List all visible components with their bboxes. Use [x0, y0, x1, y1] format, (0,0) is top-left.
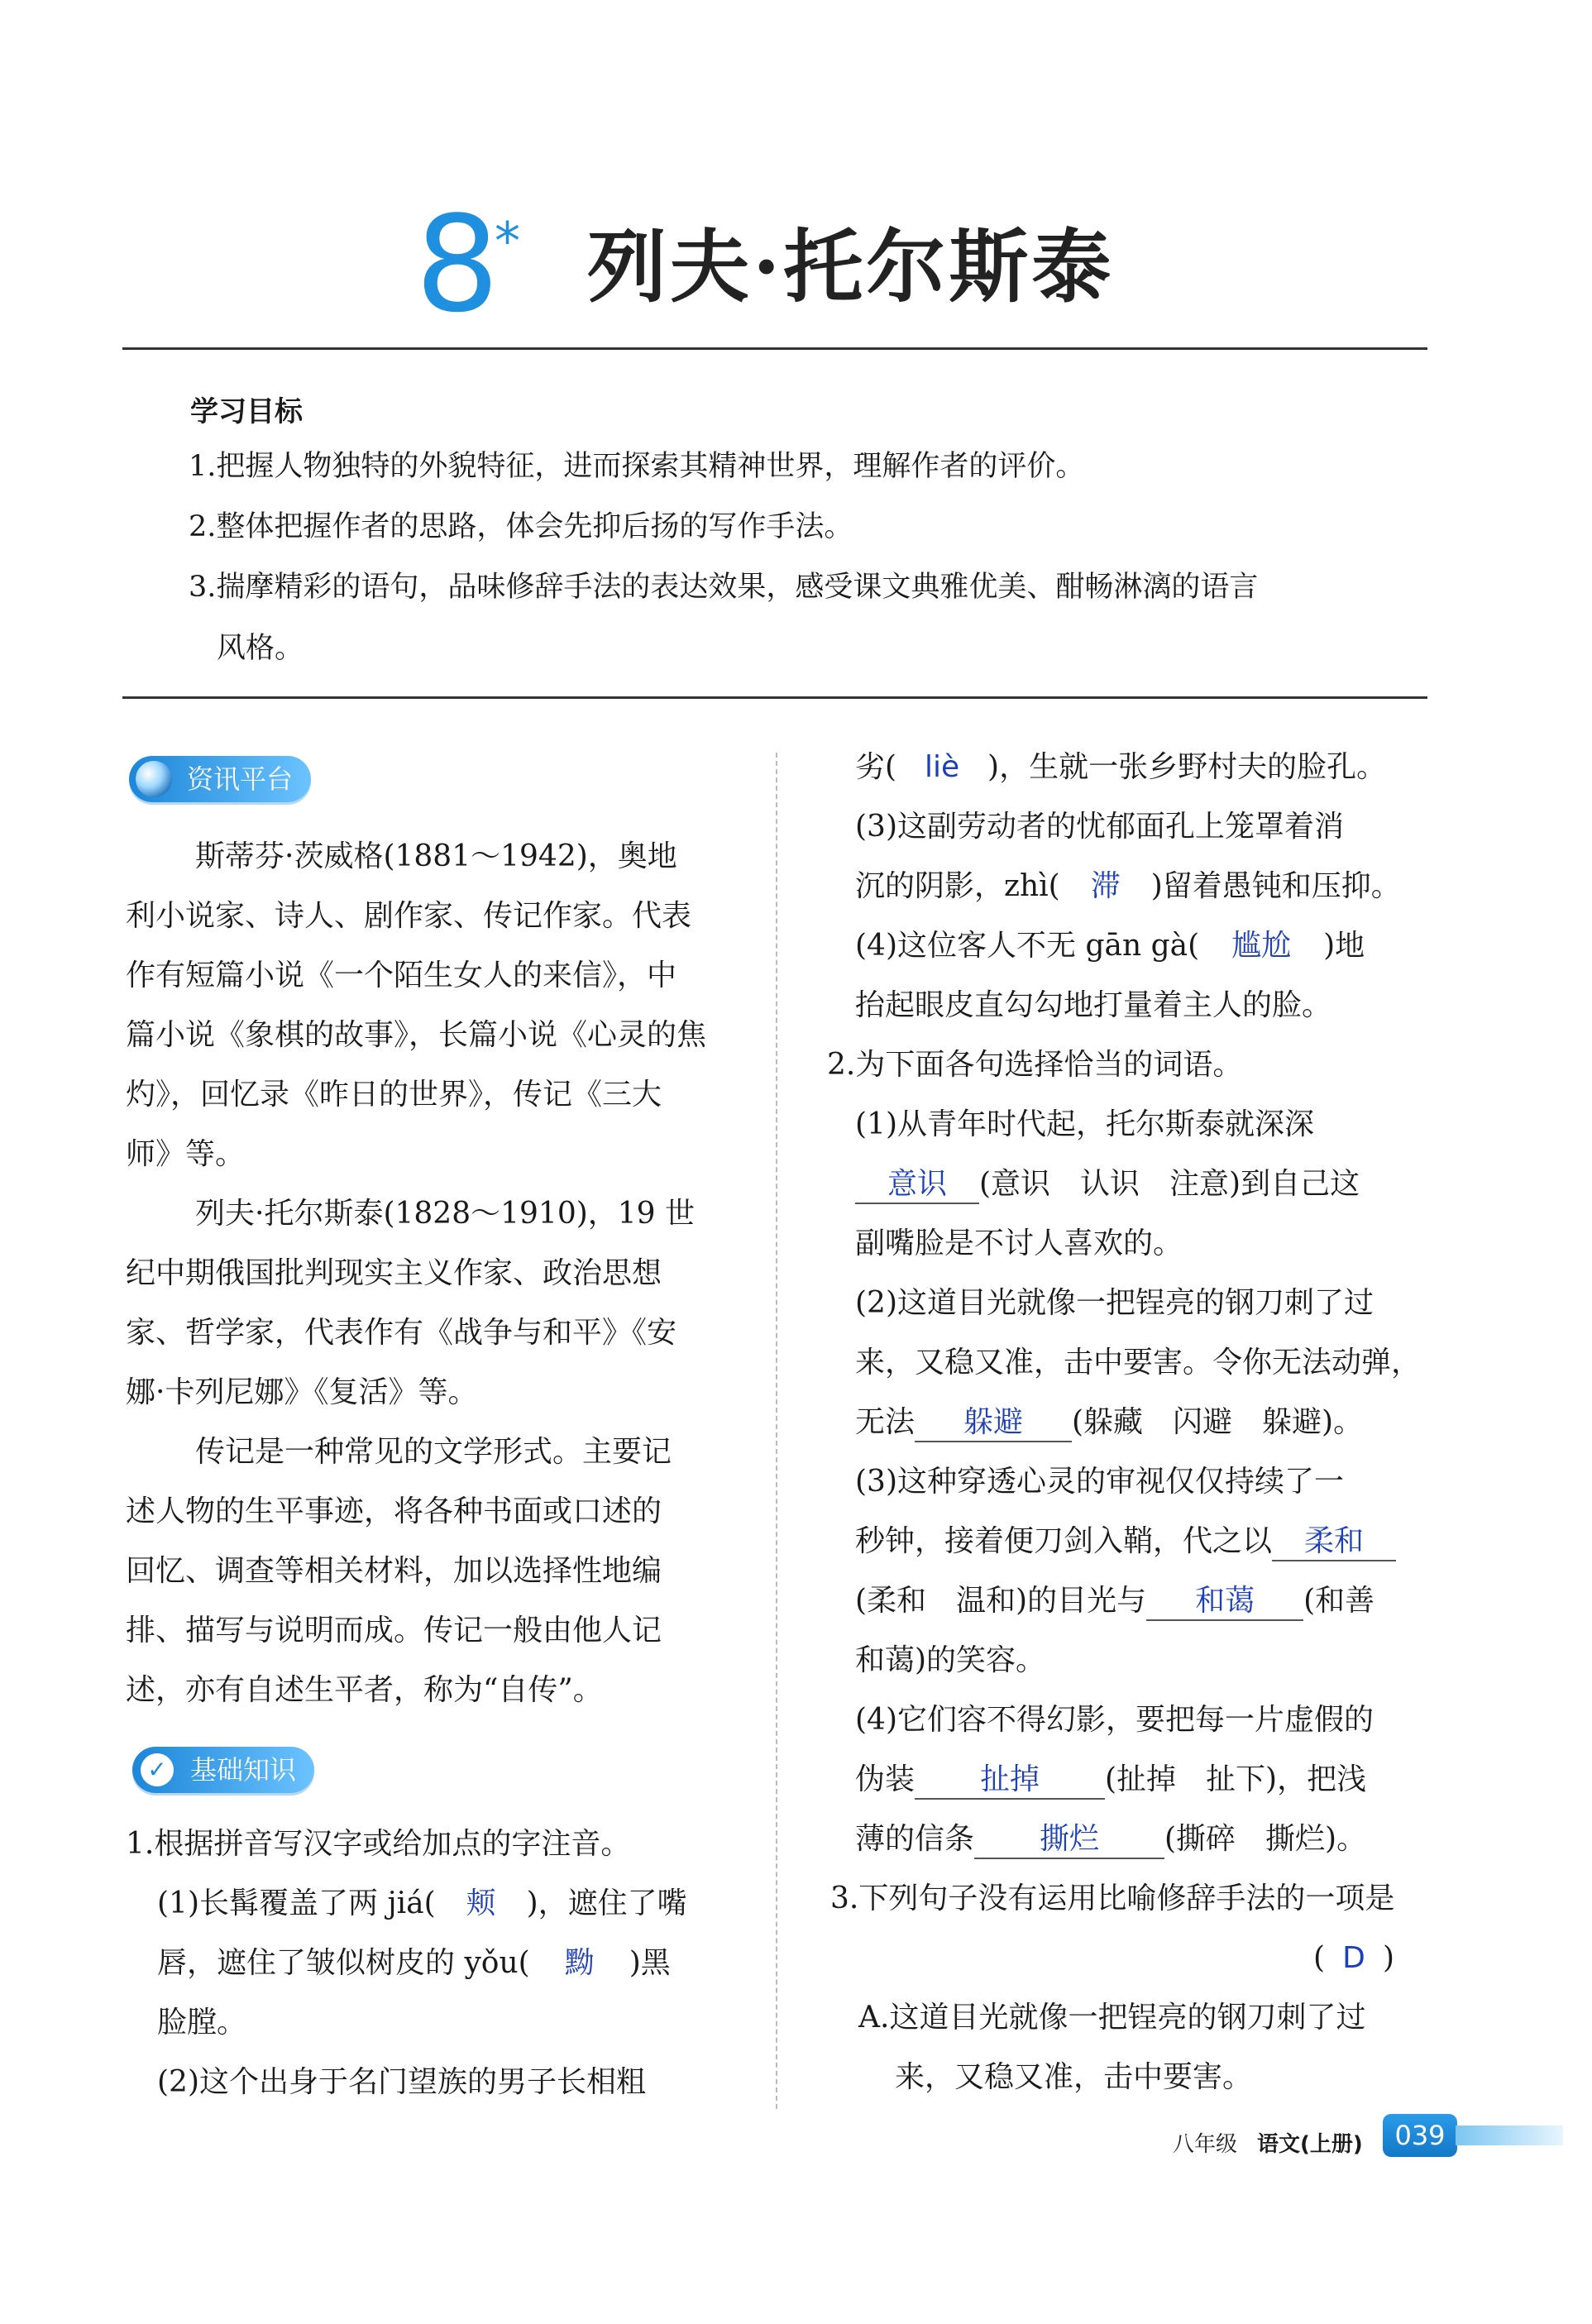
q2-item-4-cont: 伪装 扯掉 (扯掉 扯下)，把浅: [855, 1760, 1366, 1800]
q1-item-1: (1)长髯覆盖了两 jiá( 颊 )，遮住了嘴: [157, 1884, 687, 1924]
info-line: 述，亦有自述生平者，称为“自传”。: [126, 1673, 603, 1707]
answer-blank-rouhe[interactable]: 柔和: [1272, 1522, 1396, 1561]
info-line: 师》等。: [126, 1137, 246, 1171]
page-number: 039: [1383, 2114, 1457, 2157]
info-line: 排、描写与说明而成。传记一般由他人记: [126, 1614, 662, 1647]
objective-item: 3.揣摩精彩的语句，品味修辞手法的表达效果，感受课文典雅优美、酣畅淋漓的语言: [189, 571, 1259, 604]
q2-item-1: (1)从青年时代起，托尔斯泰就深深: [855, 1107, 1314, 1141]
leaf-icon: ✓: [141, 1753, 174, 1786]
answer-blank-duobi[interactable]: 躲避: [915, 1403, 1072, 1442]
info-line: 篇小说《象棋的故事》，长篇小说《心灵的焦: [126, 1018, 707, 1052]
basics-badge-label: 基础知识: [190, 1754, 297, 1786]
footer-grade: 八年级: [1173, 2132, 1238, 2157]
q2-item-1-end: 副嘴脸是不讨人喜欢的。: [855, 1227, 1183, 1260]
objective-item-cont: 风格。: [217, 632, 304, 665]
globe-icon: [136, 761, 172, 797]
q2-item-2-cont: 来，又稳又准，击中要害。令你无法动弹，: [855, 1346, 1422, 1380]
q2-item-3-end: 和蔼)的笑容。: [855, 1643, 1046, 1677]
lesson-title: 列夫·托尔斯泰: [587, 220, 1115, 313]
info-line: 传记是一种常见的文学形式。主要记: [195, 1435, 672, 1469]
footer-accent-bar: [1456, 2126, 1563, 2145]
objective-item: 1.把握人物独特的外貌特征，进而探索其精神世界，理解作者的评价。: [189, 450, 1085, 483]
q2-item-3-cont: 秒钟，接着便刀剑入鞘，代之以 柔和: [855, 1522, 1396, 1561]
answer-lie: liè: [924, 750, 960, 784]
answer-ganga: 尴尬: [1231, 929, 1292, 963]
answer-jia: 颊: [466, 1886, 496, 1920]
answer-you: 黝: [564, 1946, 595, 1980]
answer-blank-heai[interactable]: 和蔼: [1146, 1581, 1303, 1621]
q2-item-4-end: 薄的信条 撕烂 (撕碎 撕烂)。: [855, 1820, 1366, 1859]
basics-badge: [132, 1747, 314, 1793]
question-1-stem: 1.根据拼音写汉字或给加点的字注音。: [126, 1827, 631, 1861]
answer-blank-chediao[interactable]: 扯掉: [915, 1760, 1105, 1800]
divider-top: [122, 347, 1427, 350]
column-divider: [776, 753, 777, 2109]
q3-answer: D: [1342, 1941, 1365, 1975]
q2-item-4: (4)它们容不得幻影，要把每一片虚假的: [855, 1703, 1374, 1737]
q1-item-1-end: 脸膛。: [157, 2006, 247, 2039]
q2-item-3-mid: (柔和 温和)的目光与 和蔼 (和善: [855, 1581, 1374, 1621]
q2-item-3: (3)这种穿透心灵的审视仅仅持续了一: [855, 1465, 1344, 1499]
info-line: 作有短篇小说《一个陌生女人的来信》，中: [126, 959, 677, 992]
q3-option-a-cont: 来，又稳又准，击中要害。: [895, 2060, 1253, 2094]
q2-item-1-cont: 意识 (意识 认识 注意)到自己这: [855, 1164, 1360, 1204]
q3-answer-paren: ( D ): [1313, 1939, 1394, 1978]
objectives-heading: 学习目标: [190, 395, 303, 428]
question-3-stem: 3.下列句子没有运用比喻修辞手法的一项是: [830, 1882, 1395, 1915]
question-2-stem: 2.为下面各句选择恰当的词语。: [827, 1048, 1243, 1082]
objective-item: 2.整体把握作者的思路，体会先抑后扬的写作手法。: [189, 510, 853, 543]
answer-blank-yishi[interactable]: 意识: [855, 1164, 979, 1204]
info-line: 回忆、调查等相关材料，加以选择性地编: [126, 1554, 662, 1588]
q1-item-4: (4)这位客人不无 gān gà( 尴尬 )地: [855, 926, 1365, 966]
info-line: 娜·卡列尼娜》《复活》等。: [126, 1375, 478, 1409]
q1-item-3-cont: 沉的阴影，zhì( 滞 )留着愚钝和压抑。: [855, 867, 1401, 906]
q3-option-a: A.这道目光就像一把锃亮的钢刀刺了过: [858, 2001, 1366, 2035]
answer-blank-silan[interactable]: 撕烂: [974, 1820, 1164, 1859]
q2-item-2: (2)这道目光就像一把锃亮的钢刀刺了过: [855, 1286, 1374, 1320]
footer-subject: 语文(上册): [1257, 2132, 1363, 2157]
q1-item-1-cont: 唇，遮住了皱似树皮的 yǒu( 黝 )黑: [157, 1944, 671, 1983]
info-line: 列夫·托尔斯泰(1828～1910)，19 世: [195, 1197, 696, 1231]
info-line: 利小说家、诗人、剧作家、传记作家。代表: [126, 899, 692, 933]
q1-item-4-cont: 抬起眼皮直勾勾地打量着主人的脸。: [855, 988, 1332, 1022]
info-platform-badge: [129, 756, 311, 802]
info-line: 灼》，回忆录《昨日的世界》，传记《三大: [126, 1078, 662, 1112]
q2-item-2-end: 无法 躲避 (躲藏 闪避 躲避)。: [855, 1403, 1363, 1442]
divider-bottom: [122, 696, 1427, 699]
info-line: 纪中期俄国批判现实主义作家、政治思想: [126, 1256, 662, 1290]
info-line: 家、哲学家，代表作有《战争与和平》《安: [126, 1316, 677, 1350]
optional-lesson-star: *: [495, 211, 520, 271]
info-line: 述人物的生平事迹，将各种书面或口述的: [126, 1494, 662, 1528]
answer-zhi: 滞: [1090, 869, 1121, 903]
q1-item-3: (3)这副劳动者的忧郁面孔上笼罩着消: [855, 810, 1344, 844]
info-line: 斯蒂芬·茨威格(1881～1942)，奥地: [195, 839, 677, 873]
info-badge-label: 资讯平台: [187, 763, 294, 795]
q1-item-2: (2)这个出身于名门望族的男子长相粗: [157, 2065, 646, 2099]
q1-item-2-cont: 劣( liè )，生就一张乡野村夫的脸孔。: [855, 748, 1386, 787]
lesson-number: 8: [415, 187, 500, 342]
